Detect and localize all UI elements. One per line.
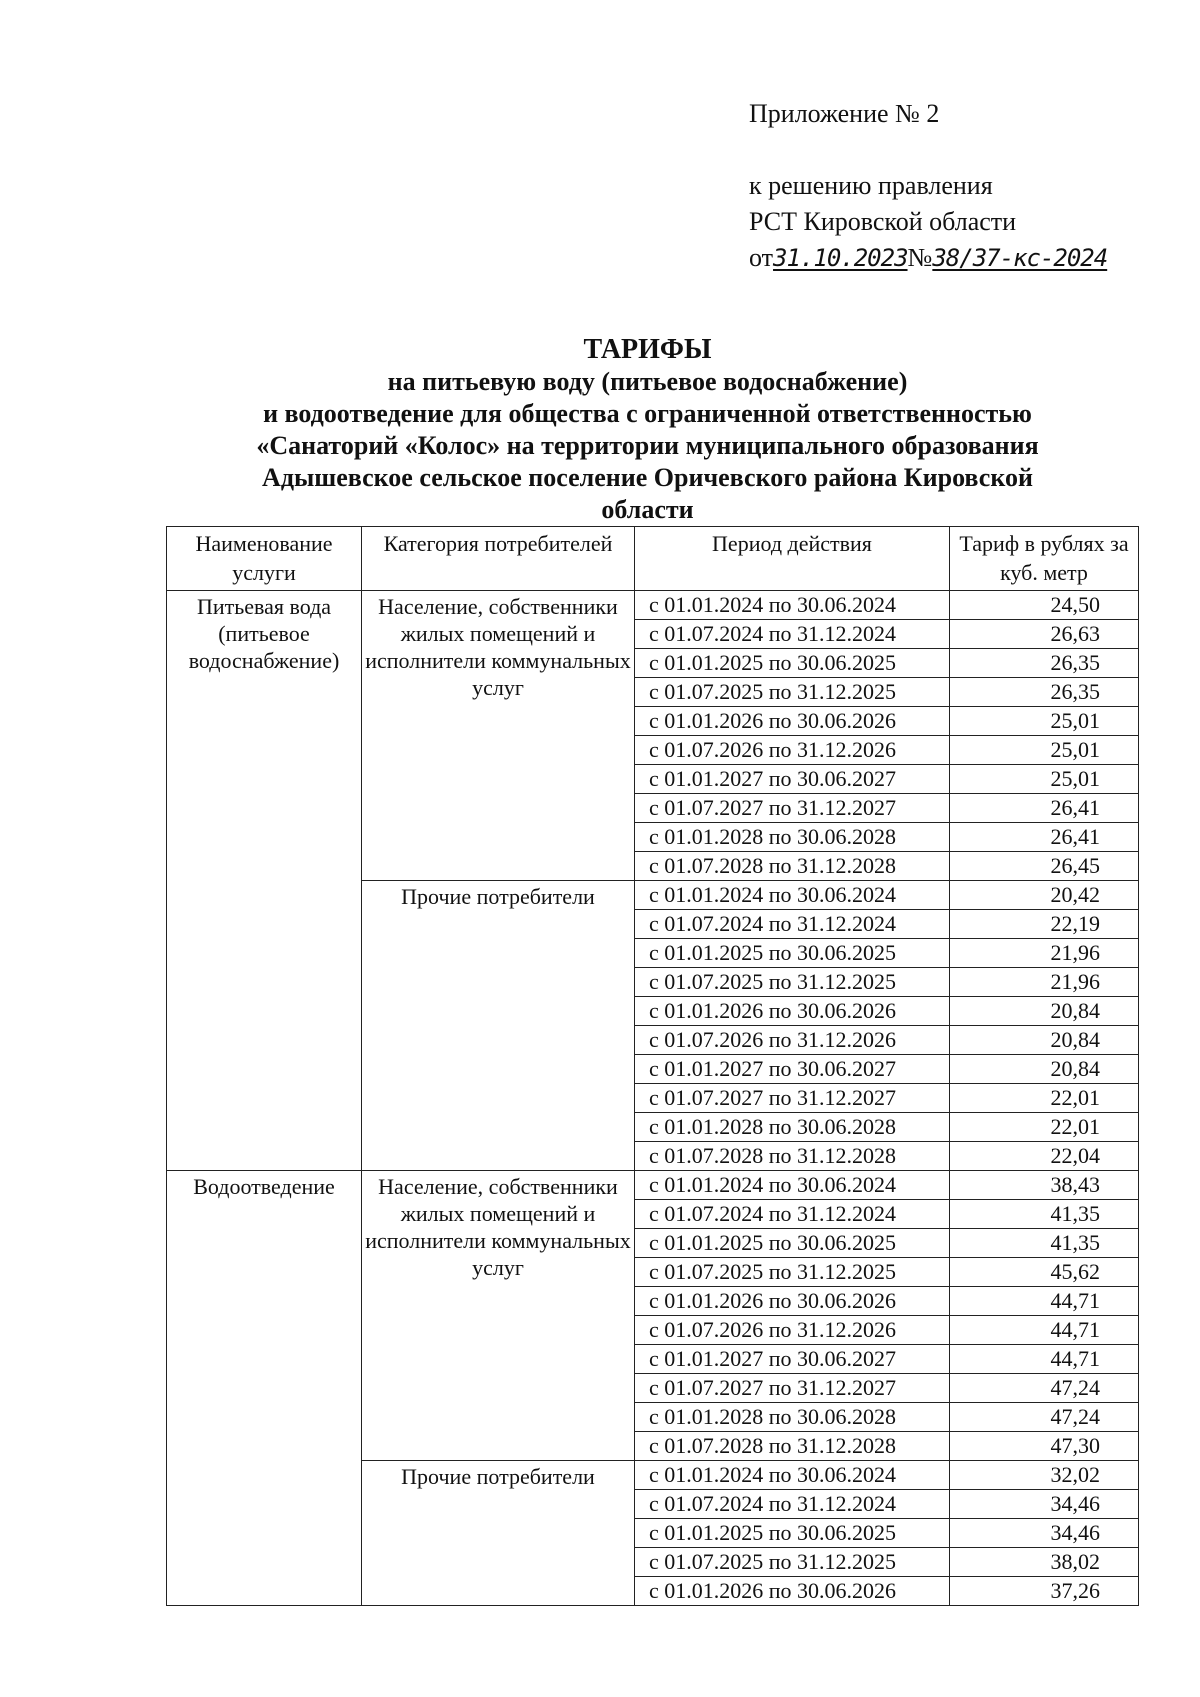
period-cell: с 01.01.2024 по 30.06.2024 bbox=[635, 1461, 950, 1490]
rate-cell: 38,43 bbox=[950, 1171, 1139, 1200]
category-cell: Прочие потребители bbox=[362, 881, 635, 1171]
period-cell: с 01.01.2028 по 30.06.2028 bbox=[635, 823, 950, 852]
header-category: Категория потребителей bbox=[362, 527, 635, 591]
decision-number: 38/37-кс-2024 bbox=[932, 244, 1108, 272]
period-cell: с 01.01.2027 по 30.06.2027 bbox=[635, 765, 950, 794]
rate-cell: 20,84 bbox=[950, 997, 1139, 1026]
period-cell: с 01.07.2024 по 31.12.2024 bbox=[635, 1200, 950, 1229]
title-line-3: «Санаторий «Колос» на территории муниципального образования bbox=[256, 431, 1039, 460]
rate-cell: 21,96 bbox=[950, 968, 1139, 997]
header-service: Наименование услуги bbox=[167, 527, 362, 591]
category-cell: Прочие потребители bbox=[362, 1461, 635, 1606]
rate-cell: 26,45 bbox=[950, 852, 1139, 881]
category-cell: Население, собственники жилых помещений и исполнители коммунальных услуг bbox=[362, 1171, 635, 1461]
period-cell: с 01.07.2024 по 31.12.2024 bbox=[635, 620, 950, 649]
rate-cell: 26,35 bbox=[950, 649, 1139, 678]
period-cell: с 01.01.2026 по 30.06.2026 bbox=[635, 997, 950, 1026]
period-cell: с 01.07.2025 по 31.12.2025 bbox=[635, 1258, 950, 1287]
rate-cell: 41,35 bbox=[950, 1229, 1139, 1258]
title-line-5: области bbox=[601, 495, 694, 524]
period-cell: с 01.01.2028 по 30.06.2028 bbox=[635, 1113, 950, 1142]
rate-cell: 22,19 bbox=[950, 910, 1139, 939]
period-cell: с 01.01.2025 по 30.06.2025 bbox=[635, 649, 950, 678]
header-rate: Тариф в рублях за куб. метр bbox=[950, 527, 1139, 591]
period-cell: с 01.01.2024 по 30.06.2024 bbox=[635, 591, 950, 620]
period-cell: с 01.07.2028 по 31.12.2028 bbox=[635, 1432, 950, 1461]
rate-cell: 25,01 bbox=[950, 736, 1139, 765]
rate-cell: 41,35 bbox=[950, 1200, 1139, 1229]
period-cell: с 01.07.2024 по 31.12.2024 bbox=[635, 1490, 950, 1519]
rate-cell: 26,41 bbox=[950, 823, 1139, 852]
decision-date: 31.10.2023 bbox=[773, 244, 908, 272]
document-title bbox=[160, 334, 1135, 526]
period-cell: с 01.07.2026 по 31.12.2026 bbox=[635, 1316, 950, 1345]
service-name-cell: Водоотведение bbox=[167, 1171, 362, 1606]
period-cell: с 01.01.2026 по 30.06.2026 bbox=[635, 1287, 950, 1316]
appendix-block bbox=[749, 96, 1107, 276]
rate-cell: 32,02 bbox=[950, 1461, 1139, 1490]
rate-cell: 34,46 bbox=[950, 1490, 1139, 1519]
period-cell: с 01.01.2025 по 30.06.2025 bbox=[635, 939, 950, 968]
period-cell: с 01.01.2025 по 30.06.2025 bbox=[635, 1519, 950, 1548]
period-cell: с 01.07.2025 по 31.12.2025 bbox=[635, 1548, 950, 1577]
period-cell: с 01.07.2025 по 31.12.2025 bbox=[635, 968, 950, 997]
appendix-date-line bbox=[749, 240, 1107, 276]
period-cell: с 01.01.2027 по 30.06.2027 bbox=[635, 1055, 950, 1084]
rate-cell: 47,24 bbox=[950, 1374, 1139, 1403]
rate-cell: 20,84 bbox=[950, 1055, 1139, 1084]
table-row bbox=[167, 591, 1139, 620]
rate-cell: 20,42 bbox=[950, 881, 1139, 910]
period-cell: с 01.07.2026 по 31.12.2026 bbox=[635, 736, 950, 765]
title-line-4: Адышевское сельское поселение Оричевского района Кировской bbox=[262, 463, 1033, 492]
period-cell: с 01.01.2024 по 30.06.2024 bbox=[635, 881, 950, 910]
table-header-row bbox=[167, 527, 1139, 591]
header-period: Период действия bbox=[635, 527, 950, 591]
rate-cell: 44,71 bbox=[950, 1287, 1139, 1316]
from-prefix: от bbox=[749, 243, 774, 272]
period-cell: с 01.07.2027 по 31.12.2027 bbox=[635, 1374, 950, 1403]
rate-cell: 26,35 bbox=[950, 678, 1139, 707]
rate-cell: 26,41 bbox=[950, 794, 1139, 823]
title-line-2: и водоотведение для общества с ограниченной ответственностью bbox=[263, 399, 1032, 428]
rate-cell: 44,71 bbox=[950, 1345, 1139, 1374]
rate-cell: 21,96 bbox=[950, 939, 1139, 968]
rate-cell: 47,30 bbox=[950, 1432, 1139, 1461]
period-cell: с 01.01.2026 по 30.06.2026 bbox=[635, 707, 950, 736]
service-name-cell: Питьевая вода (питьевое водоснабжение) bbox=[167, 591, 362, 1171]
period-cell: с 01.01.2025 по 30.06.2025 bbox=[635, 1229, 950, 1258]
table-row bbox=[167, 1171, 1139, 1200]
number-sign: № bbox=[907, 243, 933, 272]
period-cell: с 01.01.2026 по 30.06.2026 bbox=[635, 1577, 950, 1606]
period-cell: с 01.07.2024 по 31.12.2024 bbox=[635, 910, 950, 939]
rate-cell: 25,01 bbox=[950, 707, 1139, 736]
appendix-number: Приложение № 2 bbox=[749, 99, 940, 128]
period-cell: с 01.07.2027 по 31.12.2027 bbox=[635, 794, 950, 823]
appendix-authority: РСТ Кировской области bbox=[749, 207, 1017, 236]
period-cell: с 01.07.2028 по 31.12.2028 bbox=[635, 1142, 950, 1171]
rate-cell: 25,01 bbox=[950, 765, 1139, 794]
title-heading: ТАРИФЫ bbox=[583, 334, 712, 365]
rate-cell: 45,62 bbox=[950, 1258, 1139, 1287]
rate-cell: 22,01 bbox=[950, 1113, 1139, 1142]
period-cell: с 01.07.2026 по 31.12.2026 bbox=[635, 1026, 950, 1055]
period-cell: с 01.07.2025 по 31.12.2025 bbox=[635, 678, 950, 707]
rate-cell: 37,26 bbox=[950, 1577, 1139, 1606]
period-cell: с 01.01.2027 по 30.06.2027 bbox=[635, 1345, 950, 1374]
rate-cell: 34,46 bbox=[950, 1519, 1139, 1548]
rate-cell: 22,01 bbox=[950, 1084, 1139, 1113]
rate-cell: 47,24 bbox=[950, 1403, 1139, 1432]
category-cell: Население, собственники жилых помещений и исполнители коммунальных услуг bbox=[362, 591, 635, 881]
title-line-1: на питьевую воду (питьевое водоснабжение) bbox=[387, 367, 908, 396]
period-cell: с 01.07.2028 по 31.12.2028 bbox=[635, 852, 950, 881]
rate-cell: 44,71 bbox=[950, 1316, 1139, 1345]
rate-cell: 24,50 bbox=[950, 591, 1139, 620]
period-cell: с 01.01.2024 по 30.06.2024 bbox=[635, 1171, 950, 1200]
rate-cell: 20,84 bbox=[950, 1026, 1139, 1055]
appendix-to-decision: к решению правления bbox=[749, 171, 993, 200]
rate-cell: 22,04 bbox=[950, 1142, 1139, 1171]
period-cell: с 01.07.2027 по 31.12.2027 bbox=[635, 1084, 950, 1113]
rate-cell: 26,63 bbox=[950, 620, 1139, 649]
tariffs-table bbox=[166, 526, 1139, 1606]
period-cell: с 01.01.2028 по 30.06.2028 bbox=[635, 1403, 950, 1432]
rate-cell: 38,02 bbox=[950, 1548, 1139, 1577]
